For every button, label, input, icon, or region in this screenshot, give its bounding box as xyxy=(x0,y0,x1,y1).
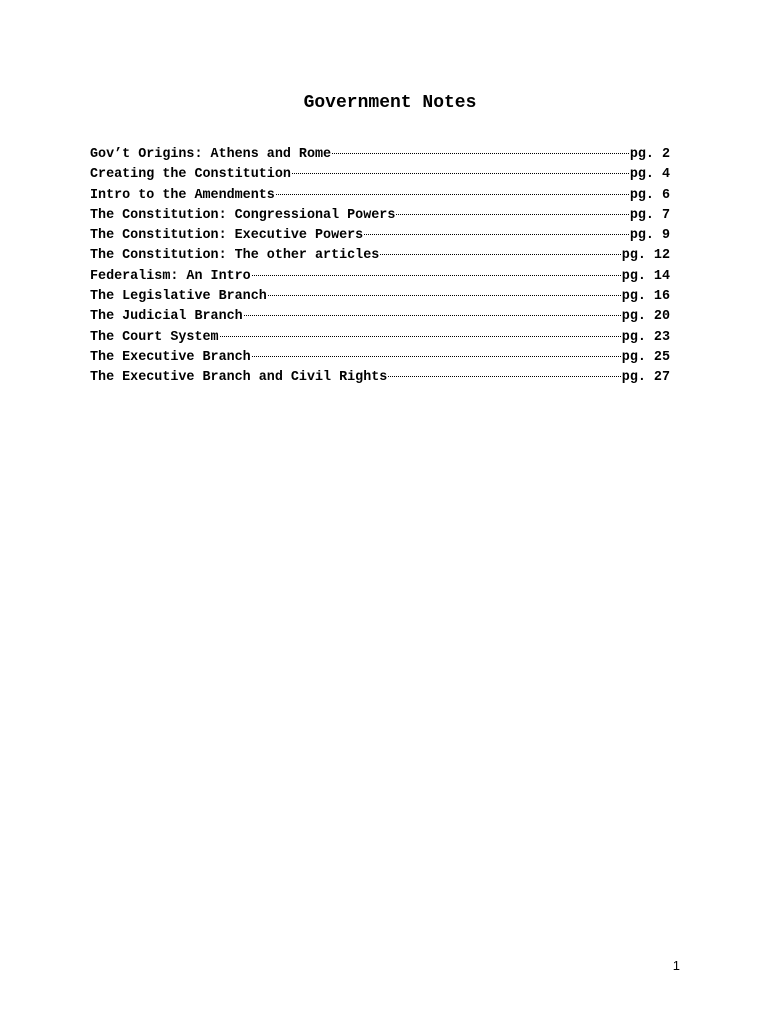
toc-entry-label: The Executive Branch and Civil Rights xyxy=(90,370,388,386)
toc-entry-label: The Executive Branch xyxy=(90,349,251,365)
toc-entry-label: The Court System xyxy=(90,329,219,345)
toc-entry-page: pg. 6 xyxy=(629,187,670,203)
dot-leader xyxy=(252,275,621,276)
toc-entry-executive-branch xyxy=(90,348,670,368)
toc-entry-court-system xyxy=(90,328,670,348)
toc-entry-page: pg. 14 xyxy=(621,268,670,284)
dot-leader xyxy=(268,295,621,296)
toc-entry-creating-constitution xyxy=(90,165,670,185)
toc-entry-executive-powers xyxy=(90,226,670,246)
toc-entry-federalism xyxy=(90,267,670,287)
toc-entry-label: The Judicial Branch xyxy=(90,309,243,325)
toc-entry-page: pg. 2 xyxy=(629,147,670,162)
toc-entry-page: pg. 7 xyxy=(629,207,670,223)
toc-entry-judicial-branch xyxy=(90,307,670,327)
dot-leader xyxy=(252,356,621,357)
toc-entry-legislative-branch xyxy=(90,287,670,307)
dot-leader xyxy=(364,234,629,235)
toc-entry-page: pg. 4 xyxy=(629,167,670,183)
toc-entry-page: pg. 16 xyxy=(621,289,670,305)
toc-entry-page: pg. 25 xyxy=(621,349,670,365)
toc-entry-congressional-powers xyxy=(90,206,670,226)
toc-entry-label: The Constitution: Executive Powers xyxy=(90,228,364,244)
page-number: 1 xyxy=(672,958,680,973)
dot-leader xyxy=(332,153,629,154)
toc-entry-label: The Constitution: The other articles xyxy=(90,248,380,264)
dot-leader xyxy=(388,376,620,377)
toc-entry-page: pg. 23 xyxy=(621,329,670,345)
toc-entry-page: pg. 27 xyxy=(621,370,670,386)
toc-entry-label: Federalism: An Intro xyxy=(90,268,251,284)
toc-entry-page: pg. 9 xyxy=(629,228,670,244)
toc-entry-label: The Constitution: Congressional Powers xyxy=(90,207,396,223)
toc-entry-other-articles xyxy=(90,246,670,266)
toc-entry-page: pg. 12 xyxy=(621,248,670,264)
table-of-contents xyxy=(90,145,670,389)
toc-entry-intro-amendments xyxy=(90,186,670,206)
dot-leader xyxy=(396,214,628,215)
toc-entry-label: The Legislative Branch xyxy=(90,289,267,305)
dot-leader xyxy=(244,315,621,316)
page-title: Government Notes xyxy=(303,93,477,113)
toc-entry-label: Intro to the Amendments xyxy=(90,187,275,203)
dot-leader xyxy=(220,336,621,337)
dot-leader xyxy=(292,173,629,174)
toc-entry-label: Creating the Constitution xyxy=(90,167,291,183)
toc-entry-label: Gov’t Origins: Athens and Rome xyxy=(90,147,332,162)
toc-entry-page: pg. 20 xyxy=(621,309,670,325)
toc-entry-govt-origins xyxy=(90,145,670,165)
toc-entry-civil-rights xyxy=(90,368,670,388)
dot-leader xyxy=(276,194,629,195)
dot-leader xyxy=(380,254,620,255)
